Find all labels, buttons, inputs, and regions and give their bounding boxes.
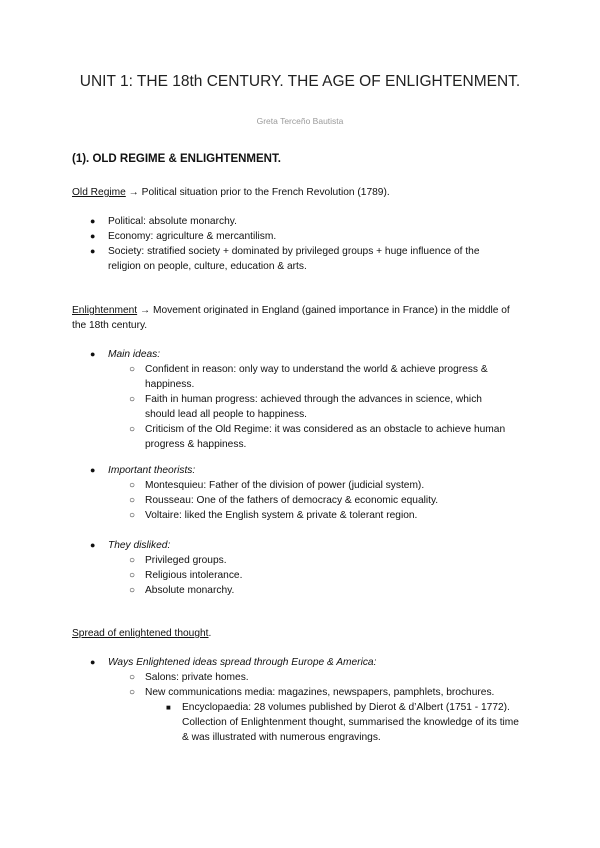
bullet-icon: ● — [90, 540, 96, 550]
disliked-list — [72, 538, 512, 598]
circle-bullet-icon: ○ — [129, 570, 136, 581]
spread-heading: Spread of enlightened thought. — [72, 628, 212, 639]
list-item: ■ Encyclopaedia: 28 volumes published by Dierot & d’Albert (1751 - 1772). Collection of Enlightenment thought, summarised the knowledge of its time & was illustrated with numerous engravings. — [166, 702, 519, 743]
list-item: ● Society: stratified society + dominated by privileged groups + huge influence of the religion on people, culture, education & arts. — [90, 246, 480, 272]
section-heading: (1). OLD REGIME & ENLIGHTENMENT. — [72, 153, 281, 165]
bullet-icon: ● — [90, 216, 96, 226]
circle-bullet-icon: ○ — [129, 585, 136, 596]
bullet-icon: ● — [90, 349, 96, 359]
list-item: ○ Privileged groups. — [129, 555, 227, 566]
circle-bullet-icon: ○ — [129, 495, 136, 506]
theorists-list — [72, 463, 512, 523]
list-item: ○ Confident in reason: only way to understand the world & achieve progress & happiness. — [129, 364, 488, 390]
bullet-icon: ● — [90, 465, 96, 475]
enlightenment-definition — [72, 303, 524, 333]
enlightenment-term: Enlightenment — [72, 305, 138, 316]
list-item: ● Political: absolute monarchy. — [90, 216, 237, 227]
spread-list — [72, 655, 532, 745]
circle-bullet-icon: ○ — [129, 480, 136, 491]
list-item: ○ Salons: private homes. — [129, 672, 249, 683]
list-item: ● Important theorists: — [90, 465, 196, 476]
list-item: ○ Rousseau: One of the fathers of democracy & economic equality. — [129, 495, 439, 506]
list-item: ● Ways Enlightened ideas spread through Europe & America: — [90, 657, 377, 668]
main-ideas-list — [72, 347, 512, 452]
document-author: Greta Terceño Bautista — [256, 116, 344, 126]
enlightenment-text: → Movement originated in England (gained importance in France) in the middle of the 18th century. — [72, 305, 510, 331]
square-bullet-icon: ■ — [166, 703, 171, 712]
circle-bullet-icon: ○ — [129, 672, 136, 683]
circle-bullet-icon: ○ — [129, 687, 136, 698]
circle-bullet-icon: ○ — [129, 555, 136, 566]
list-item: ● Economy: agriculture & mercantilism. — [90, 231, 277, 242]
list-item: ○ Montesquieu: Father of the division of power (judicial system). — [129, 480, 425, 491]
list-item: ○ Religious intolerance. — [129, 570, 243, 581]
circle-bullet-icon: ○ — [129, 394, 136, 405]
bullet-icon: ● — [90, 246, 96, 256]
list-item: ○ Absolute monarchy. — [129, 585, 235, 596]
old-regime-term: Old Regime — [72, 187, 126, 198]
list-item: ○ Voltaire: liked the English system & private & tolerant region. — [129, 510, 418, 521]
circle-bullet-icon: ○ — [129, 364, 136, 375]
list-item: ● Main ideas: — [90, 349, 161, 360]
list-item: ○ New communications media: magazines, newspapers, pamphlets, brochures. — [129, 687, 495, 698]
circle-bullet-icon: ○ — [129, 424, 136, 435]
old-regime-list — [72, 214, 512, 274]
old-regime-definition — [72, 185, 524, 200]
old-regime-text: → Political situation prior to the French Revolution (1789). — [125, 187, 390, 198]
document-title: UNIT 1: THE 18th CENTURY. THE AGE OF ENLIGHTENMENT. — [79, 73, 521, 90]
bullet-icon: ● — [90, 657, 96, 667]
list-item: ● They disliked: — [90, 540, 171, 551]
list-item: ○ Criticism of the Old Regime: it was considered as an obstacle to achieve human progress & happiness. — [129, 424, 506, 450]
spread-term: Spread of enlightened thought — [72, 628, 209, 639]
list-item: ○ Faith in human progress: achieved through the advances in science, which should lead all people to happiness. — [129, 394, 482, 420]
bullet-icon: ● — [90, 231, 96, 241]
circle-bullet-icon: ○ — [129, 510, 136, 521]
